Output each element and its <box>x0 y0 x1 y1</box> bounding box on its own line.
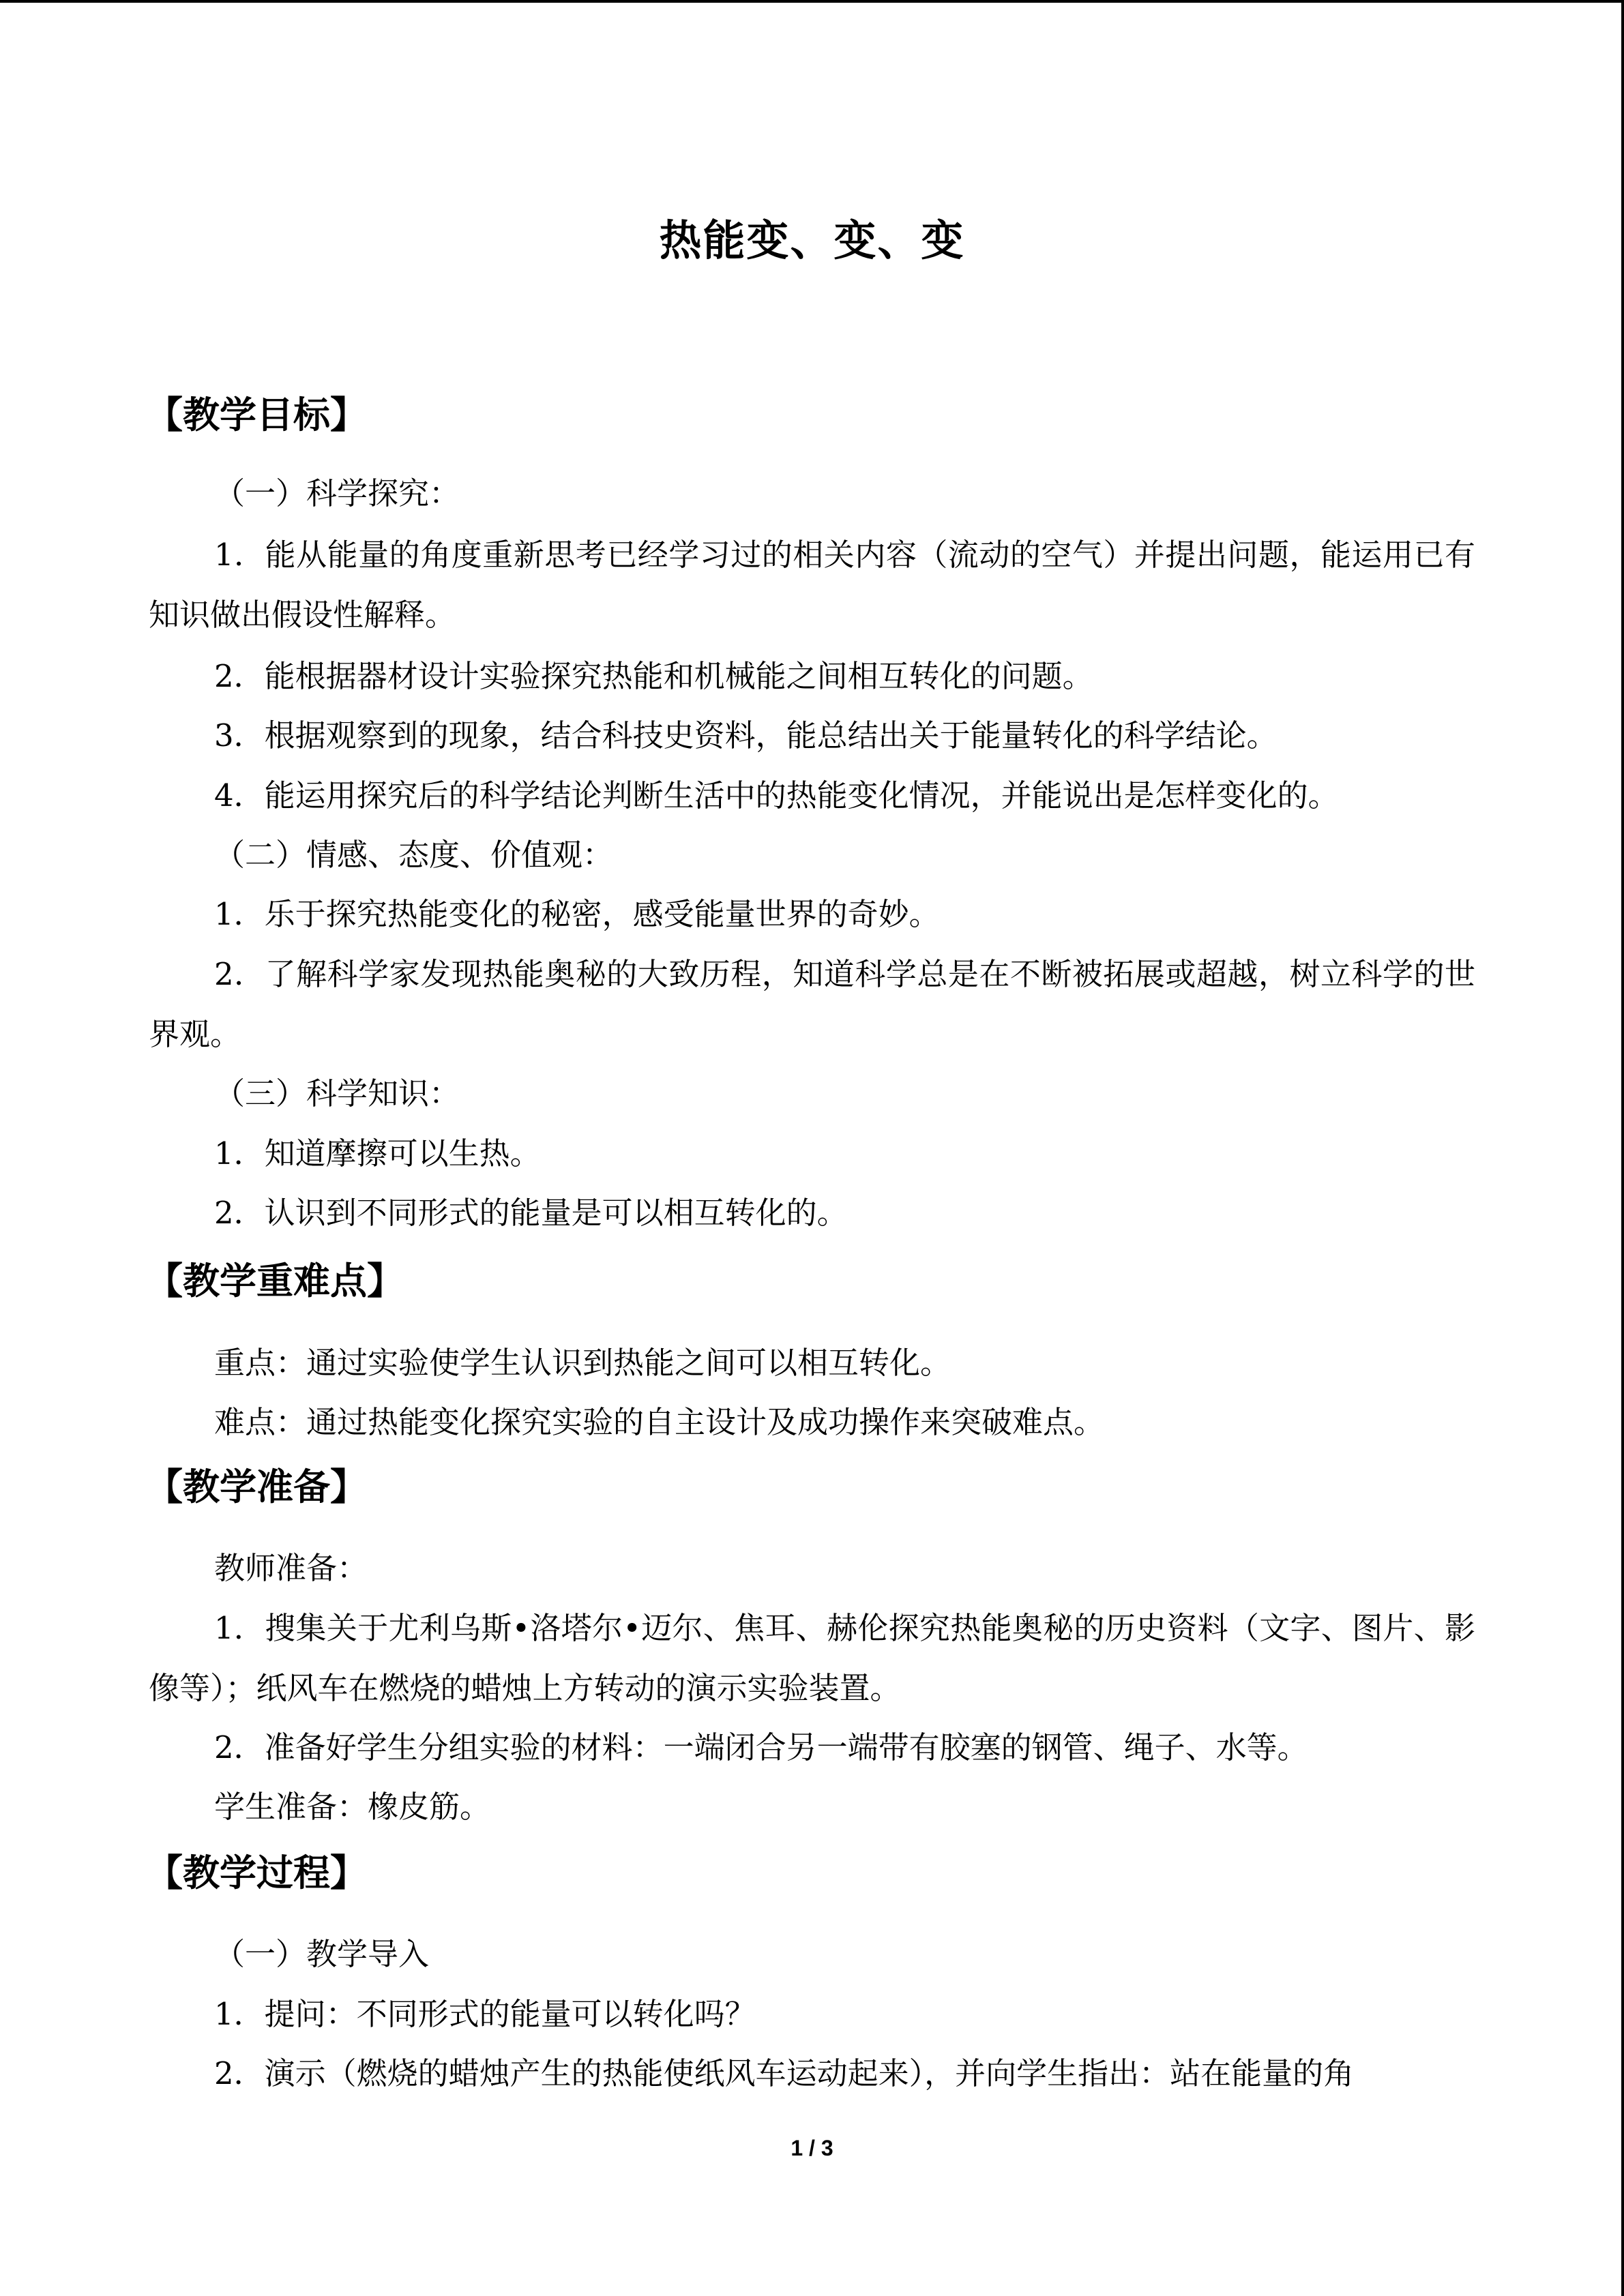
document-title: 热能变、变、变 <box>659 215 965 265</box>
page-right-border <box>1621 0 1624 2296</box>
paragraph-teacher-label: 教师准备： <box>214 1550 368 1586</box>
page-number: 1 / 3 <box>791 2136 833 2160</box>
section-heading-key-points: 【教学重难点】 <box>146 1259 404 1302</box>
section-heading-preparation: 【教学准备】 <box>146 1465 367 1508</box>
paragraph-key-point: 重点：通过实验使学生认识到热能之间可以相互转化。 <box>214 1345 951 1381</box>
paragraph-difficulty: 难点：通过热能变化探究实验的自主设计及成功操作来突破难点。 <box>214 1404 1105 1440</box>
paragraph-attitude-2: 2．了解科学家发现热能奥秘的大致历程，知道科学总是在不断被拓展或超越，树立科学的世界观。 <box>149 956 1475 1052</box>
paragraph-attitude-1: 1．乐于探究热能变化的秘密，感受能量世界的奇妙。 <box>214 896 940 932</box>
section-heading-objectives: 【教学目标】 <box>146 393 367 436</box>
subsection-label-intro: （一）教学导入 <box>214 1936 430 1972</box>
paragraph-intro-2: 2．演示（燃烧的蜡烛产生的热能使纸风车运动起来），并向学生指出：站在能量的角 <box>214 2055 1355 2091</box>
section-heading-process: 【教学过程】 <box>146 1851 367 1894</box>
paragraph-inquiry-3: 3．根据观察到的现象，结合科技史资料，能总结出关于能量转化的科学结论。 <box>214 717 1278 754</box>
paragraph-teacher-2: 2．准备好学生分组实验的材料：一端闭合另一端带有胶塞的钢管、绳子、水等。 <box>214 1729 1308 1765</box>
paragraph-student-prep: 学生准备：橡皮筋。 <box>214 1789 491 1825</box>
paragraph-knowledge-1: 1．知道摩擦可以生热。 <box>214 1135 541 1172</box>
paragraph-knowledge-2: 2．认识到不同形式的能量是可以相互转化的。 <box>214 1195 848 1231</box>
subsection-label-knowledge: （三）科学知识： <box>214 1075 460 1112</box>
paragraph-inquiry-2: 2．能根据器材设计实验探究热能和机械能之间相互转化的问题。 <box>214 658 1093 694</box>
subsection-label-inquiry: （一）科学探究： <box>214 475 460 511</box>
paragraph-intro-1: 1．提问：不同形式的能量可以转化吗？ <box>214 1996 756 2032</box>
paragraph-teacher-1: 1．搜集关于尤利乌斯•洛塔尔•迈尔、焦耳、赫伦探究热能奥秘的历史资料（文字、图片、影像等）；纸风车在燃烧的蜡烛上方转动的演示实验装置。 <box>149 1610 1475 1706</box>
paragraph-inquiry-1: 1．能从能量的角度重新思考已经学习过的相关内容（流动的空气）并提出问题，能运用已有知识做出假设性解释。 <box>149 537 1475 633</box>
paragraph-inquiry-4: 4．能运用探究后的科学结论判断生活中的热能变化情况，并能说出是怎样变化的。 <box>214 777 1339 814</box>
subsection-label-attitude: （二）情感、态度、价值观： <box>214 837 614 873</box>
page-top-border <box>0 0 1624 3</box>
